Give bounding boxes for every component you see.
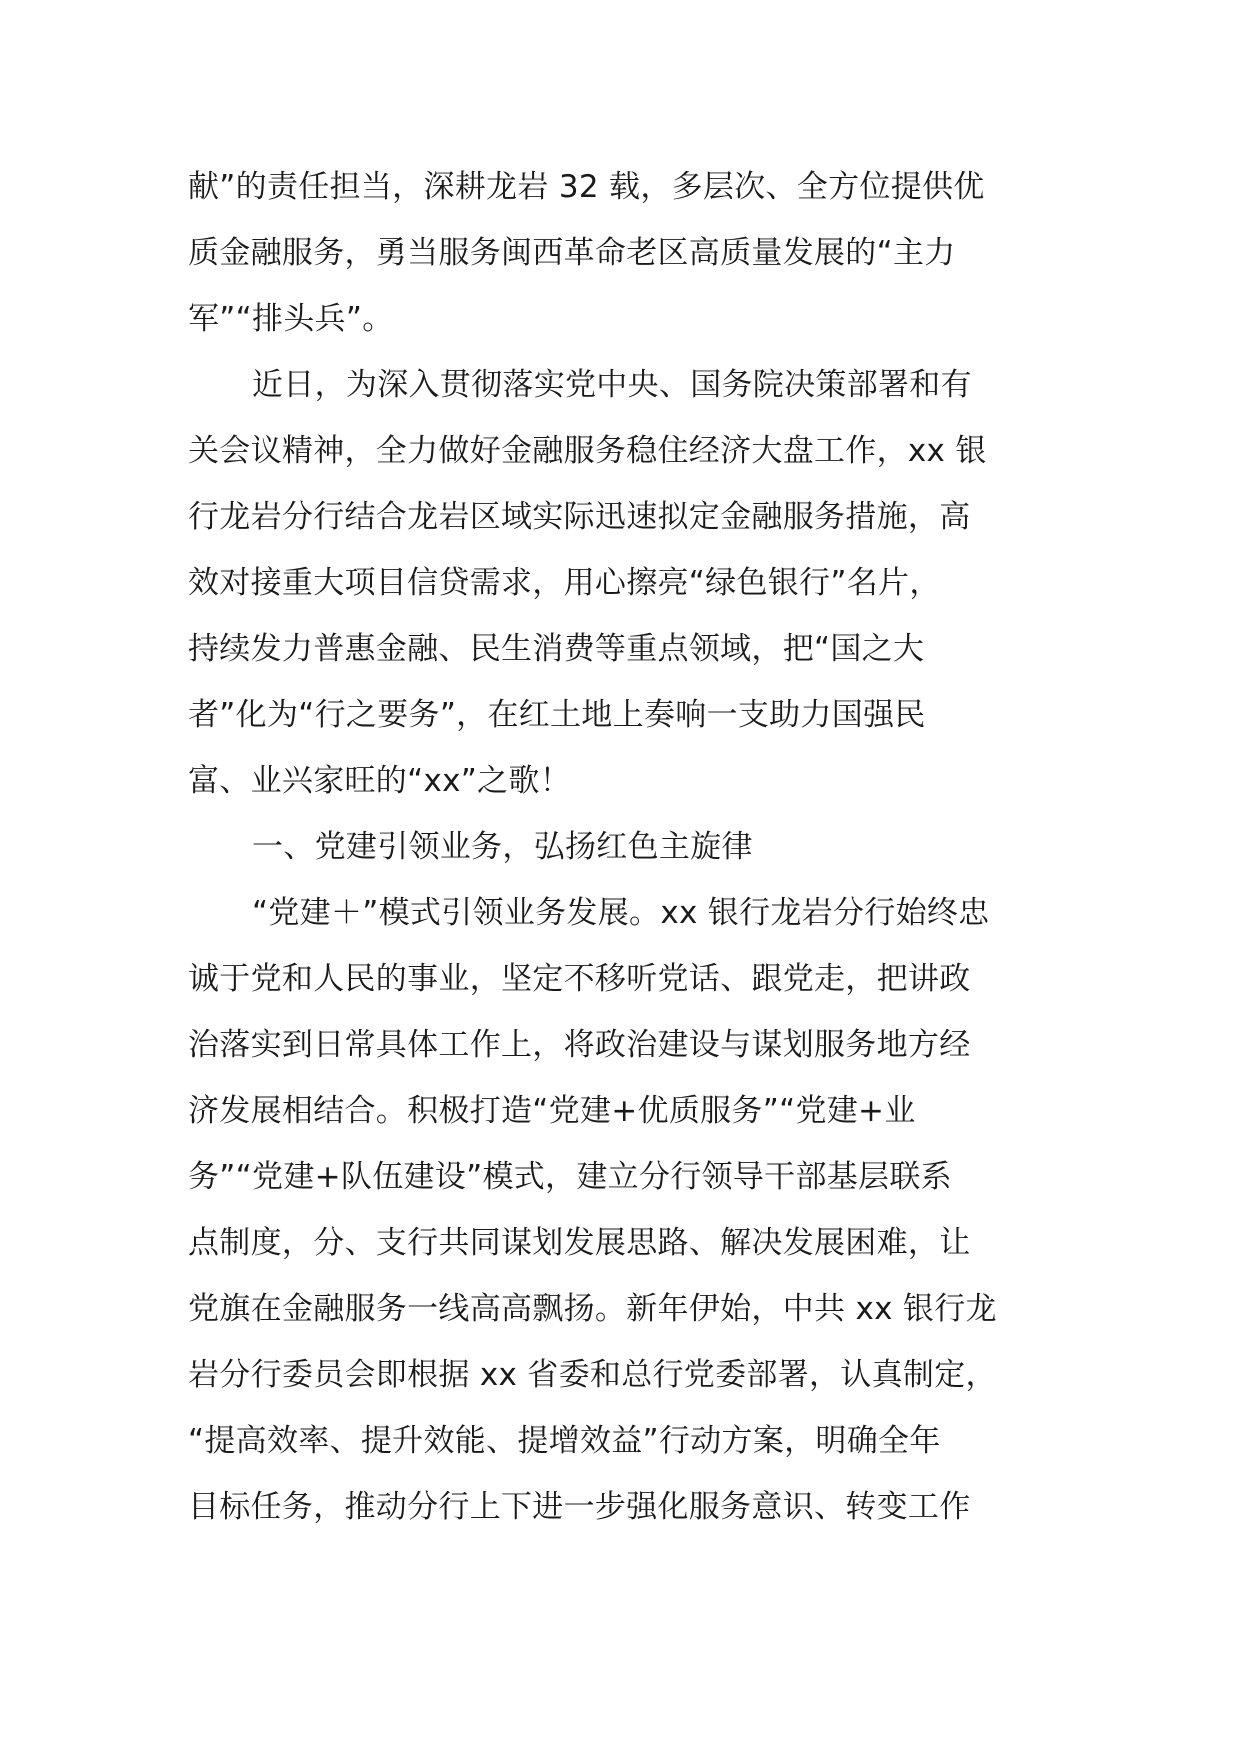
- text-line: 治落实到日常具体工作上，将政治建设与谋划服务地方经: [188, 1027, 971, 1063]
- text-line: 诚于党和人民的事业，坚定不移听党话、跟党走，把讲政: [188, 961, 971, 997]
- text-line: 者”化为“行之要务”，在红土地上奏响一支助力国强民: [188, 697, 926, 733]
- text-line: 济发展相结合。积极打造“党建+优质服务”“党建+业: [188, 1093, 916, 1129]
- text-line: 行龙岩分行结合龙岩区域实际迅速拟定金融服务措施，高: [188, 499, 971, 535]
- text-line: 献”的责任担当，深耕龙岩 32 载，多层次、全方位提供优: [188, 169, 985, 205]
- text-line: 点制度，分、支行共同谋划发展思路、解决发展困难，让: [188, 1225, 971, 1261]
- text-line: 军”“排头兵”。: [188, 301, 394, 337]
- text-line: “提高效率、提升效能、提增效益”行动方案，明确全年: [188, 1423, 941, 1459]
- text-line: 岩分行委员会即根据 xx 省委和总行党委部署，认真制定，: [188, 1357, 997, 1393]
- text-line: 务”“党建+队伍建设”模式，建立分行领导干部基层联系: [188, 1159, 952, 1195]
- paragraph-start-line: 近日，为深入贯彻落实党中央、国务院决策部署和有: [252, 367, 972, 403]
- text-line: 关会议精神，全力做好金融服务稳住经济大盘工作，xx 银: [188, 433, 987, 469]
- section-heading: 一、党建引领业务，弘扬红色主旋律: [252, 829, 753, 865]
- text-line: 党旗在金融服务一线高高飘扬。新年伊始，中共 xx 银行龙: [188, 1291, 997, 1327]
- text-line: 质金融服务，勇当服务闽西革命老区高质量发展的“主力: [188, 235, 956, 271]
- text-line: 效对接重大项目信贷需求，用心擦亮“绿色银行”名片，: [188, 565, 941, 601]
- text-line: 目标任务，推动分行上下进一步强化服务意识、转变工作: [188, 1489, 971, 1525]
- body-text: [188, 154, 1068, 1540]
- text-line: 富、业兴家旺的“xx”之歌！: [188, 763, 572, 799]
- paragraph-start-line: “党建＋”模式引领业务发展。xx 银行龙岩分行始终忠: [252, 895, 990, 931]
- text-line: 持续发力普惠金融、民生消费等重点领域，把“国之大: [188, 631, 925, 667]
